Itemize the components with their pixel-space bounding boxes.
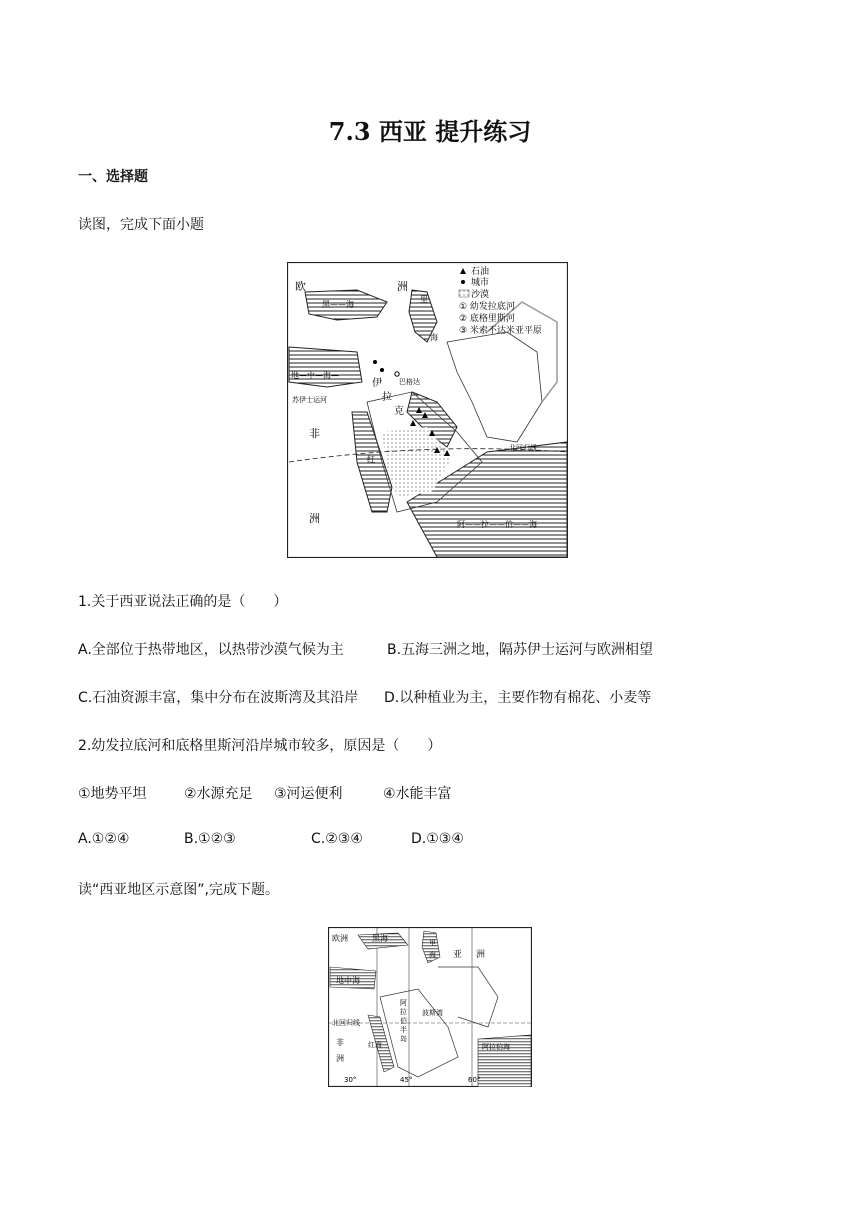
label-black-sea: 黑——海	[322, 300, 354, 309]
question-2-option-b[interactable]: B.①②③	[184, 831, 236, 847]
question-2-option-c[interactable]: C.②③④	[311, 831, 363, 847]
label-suez: 苏伊士运河	[292, 396, 327, 404]
question-2-option-a[interactable]: A.①②④	[78, 831, 130, 847]
legend-tigris: ② 底格里斯河	[459, 314, 515, 324]
map2-label-arabian-sea: 阿拉伯海	[482, 1043, 510, 1051]
map2-label-arabia-3: 伯	[400, 1017, 407, 1025]
legend-euphrates: ① 幼发拉底河	[459, 302, 515, 312]
label-mediterranean: 地—中—海—	[291, 371, 339, 380]
intro-text-2: 读“西亚地区示意图”,完成下题。	[78, 882, 279, 898]
question-2-item-2: ②水源充足	[184, 786, 253, 802]
page-title: 7.3 西亚 提升练习	[328, 117, 532, 146]
question-2-option-d[interactable]: D.①③④	[411, 831, 464, 847]
question-1-option-c[interactable]: C.石油资源丰富，集中分布在波斯湾及其沿岸	[78, 690, 359, 706]
map2-label-asia-2: 洲	[476, 950, 486, 960]
map2-label-arabia-5: 岛	[400, 1035, 407, 1043]
map2-label-lon-30: 30°	[344, 1076, 357, 1084]
map2-label-arabia-4: 半	[400, 1026, 407, 1034]
label-baghdad: 巴格达	[399, 378, 420, 386]
question-1-stem: 1.关于西亚说法正确的是（ ）	[78, 594, 288, 610]
question-1-option-b[interactable]: B.五海三洲之地，隔苏伊士运河与欧洲相望	[387, 642, 654, 658]
map2-label-europe: 欧洲	[332, 934, 348, 943]
question-1-option-a[interactable]: A.全部位于热带地区，以热带沙漠气候为主	[78, 642, 344, 658]
label-africa-1: 非	[309, 427, 320, 440]
question-2-item-3: ③河运便利	[274, 786, 343, 802]
map2-label-asia-1: 亚	[453, 950, 463, 960]
label-red-sea: 红	[367, 455, 375, 464]
label-africa-2: 洲	[309, 512, 320, 525]
map2-label-lon-60: 60°	[468, 1076, 481, 1084]
map2-label-arabia-2: 拉	[400, 1008, 407, 1016]
map2-label-mediterranean: 地中海	[336, 976, 360, 985]
legend-desert: 沙漠	[471, 290, 490, 300]
map2-label-caspian-1: 里	[429, 939, 436, 947]
question-1-option-d[interactable]: D.以种植业为主，主要作物有棉花、小麦等	[384, 690, 652, 706]
legend-mesopotamia: ③ 米索不达米亚平原	[459, 326, 542, 336]
label-arabian-sea: 阿——拉——伯——海	[457, 520, 537, 529]
map2-label-arabia-1: 阿	[400, 999, 407, 1007]
label-caspian-1: 里	[420, 295, 428, 304]
label-iraq-2: 拉	[382, 392, 392, 403]
map2-label-tropic: 北回归线	[332, 1019, 360, 1027]
west-asia-map-2	[328, 927, 532, 1087]
question-2-item-1: ①地势平坦	[78, 786, 147, 802]
label-europe-2: 洲	[397, 280, 408, 293]
legend-city: 城市	[471, 278, 490, 288]
map2-label-red-sea: 红海	[368, 1041, 382, 1049]
map2-label-africa-1: 非	[336, 1038, 344, 1047]
label-tropic: 北回归线	[509, 444, 537, 452]
intro-text-1: 读图，完成下面小题	[78, 217, 204, 233]
west-asia-map-1	[287, 262, 568, 558]
label-iraq-3: 克	[394, 406, 404, 417]
legend-oil: 石油	[471, 267, 490, 277]
label-europe-1: 欧	[295, 280, 306, 293]
map2-label-lon-45: 45°	[400, 1076, 413, 1084]
section-heading: 一、选择题	[78, 169, 148, 185]
map2-label-caspian-2: 海	[429, 951, 436, 959]
question-2-stem: 2.幼发拉底河和底格里斯河沿岸城市较多，原因是（ ）	[78, 738, 442, 754]
question-2-item-4: ④水能丰富	[383, 786, 452, 802]
map2-label-black-sea: 黑海	[372, 934, 388, 943]
map2-label-africa-2: 洲	[336, 1054, 344, 1063]
map2-label-persian-gulf: 波斯湾	[422, 1009, 443, 1017]
label-iraq-1: 伊	[372, 378, 382, 389]
label-caspian-2: 海	[430, 333, 438, 342]
